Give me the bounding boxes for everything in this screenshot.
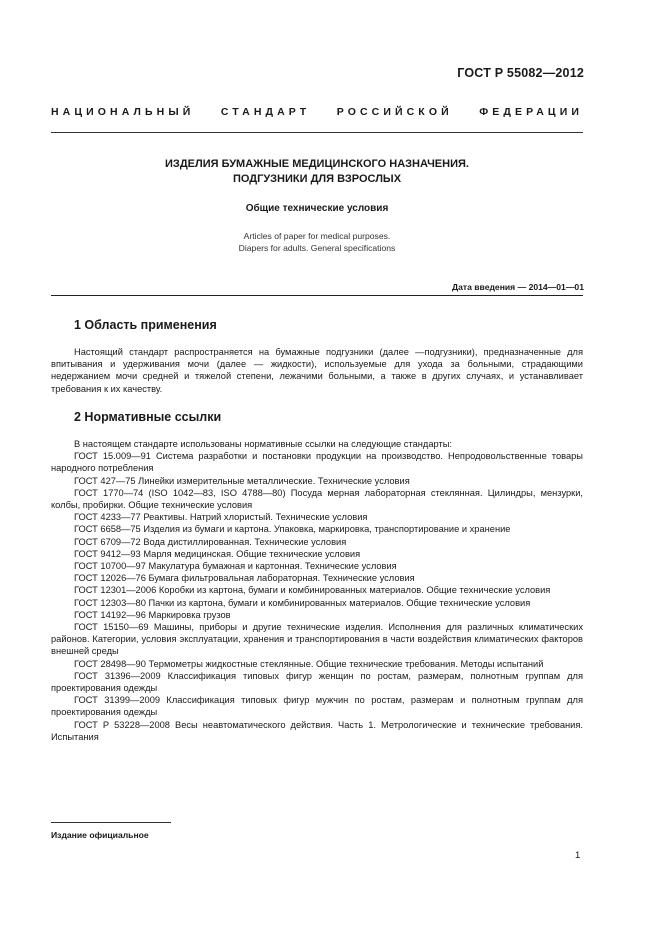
document-code: ГОСТ Р 55082—2012 xyxy=(457,66,584,80)
title-line-2: ПОДГУЗНИКИ ДЛЯ ВЗРОСЛЫХ xyxy=(232,173,402,185)
title-line-1: ИЗДЕЛИЯ БУМАЖНЫЕ МЕДИЦИНСКОГО НАЗНАЧЕНИЯ. xyxy=(165,158,469,170)
english-title-line-1: Articles of paper for medical purposes. xyxy=(243,231,391,241)
section-references-body xyxy=(51,438,583,743)
reference-item: ГОСТ 10700—97 Макулатура бумажная и картонная. Технические условия xyxy=(74,561,397,572)
reference-item: ГОСТ 427—75 Линейки измерительные металлические. Технические условия xyxy=(74,475,410,486)
footer-divider xyxy=(51,822,171,823)
section-heading-scope: 1 Область применения xyxy=(74,318,217,332)
reference-item: ГОСТ Р 53228—2008 Весы неавтоматического действия. Часть 1. Метрологические и технические требования. Испытания xyxy=(51,719,583,742)
document-subtitle: Общие технические условия xyxy=(245,203,389,214)
reference-item: ГОСТ 1770—74 (ISO 1042—83, ISO 4788—80) Посуда мерная лабораторная стеклянная. Цилиндры, мензурки, колбы, пробирки. Общие технические условия xyxy=(51,487,583,511)
reference-item: ГОСТ 14192—96 Маркировка грузов xyxy=(74,609,231,620)
section-heading-references: 2 Нормативные ссылки xyxy=(74,410,222,424)
reference-item: ГОСТ 28498—90 Термометры жидкостные стеклянные. Общие технические требования. Методы испытаний xyxy=(74,658,544,669)
english-title xyxy=(51,230,583,254)
official-edition-label: Издание официальное xyxy=(51,830,149,840)
reference-item: ГОСТ 6658—75 Изделия из бумаги и картона. Упаковка, маркировка, транспортирование и хранение xyxy=(74,524,511,535)
page-number: 1 xyxy=(575,850,581,861)
reference-item: ГОСТ 12301—2006 Коробки из картона, бумаги и комбинированных материалов. Общие технические условия xyxy=(74,585,551,596)
title-divider xyxy=(51,295,583,296)
reference-item: ГОСТ 15150—69 Машины, приборы и другие технические изделия. Исполнения для различных климатических районов. Категории, условия эксплуатации, хранения и транспортирования в части воздействия климатических факторов внешней среды xyxy=(51,622,583,657)
reference-item: ГОСТ 12303—80 Пачки из картона, бумаги и комбинированных материалов. Общие технические условия xyxy=(74,597,531,608)
reference-item: ГОСТ 31399—2009 Классификация типовых фигур мужчин по ростам, размерам и полнотным группам для проектирования одежды xyxy=(51,695,583,718)
paragraph: Настоящий стандарт распространяется на бумажные подгузники (далее —подгузники), предназначенные для впитывания и удерживания мочи (далее — жидкости), используемые для ухода за больными, страдающими недержанием мочи средней и тяжелой степени, лежачими больными, а также в других случаях, и устанавливает требования к их качеству. xyxy=(51,347,583,394)
national-standard-banner: НАЦИОНАЛЬНЫЙ СТАНДАРТ РОССИЙСКОЙ ФЕДЕРАЦИИ xyxy=(51,106,583,118)
reference-item: ГОСТ 6709—72 Вода дистиллированная. Технические условия xyxy=(74,536,347,547)
english-title-line-2: Diapers for adults. General specifications xyxy=(238,243,396,253)
reference-item: ГОСТ 15.009—91 Система разработки и постановки продукции на производство. Непродовольственные товары народного потребления xyxy=(51,451,583,474)
header-divider xyxy=(51,132,583,133)
paragraph: В настоящем стандарте использованы нормативные ссылки на следующие стандарты: xyxy=(74,439,453,449)
reference-item: ГОСТ 31396—2009 Классификация типовых фигур женщин по ростам, размерам, полнотным группам для проектирования одежды xyxy=(51,670,583,694)
reference-item: ГОСТ 9412—93 Марля медицинская. Общие технические условия xyxy=(74,548,361,559)
introduction-date: Дата введения — 2014—01—01 xyxy=(451,282,584,292)
reference-item: ГОСТ 12026—76 Бумага фильтровальная лабораторная. Технические условия xyxy=(74,573,415,584)
document-title xyxy=(51,157,583,187)
reference-item: ГОСТ 4233—77 Реактивы. Натрий хлористый. Технические условия xyxy=(74,512,368,523)
section-scope-body xyxy=(51,346,583,395)
